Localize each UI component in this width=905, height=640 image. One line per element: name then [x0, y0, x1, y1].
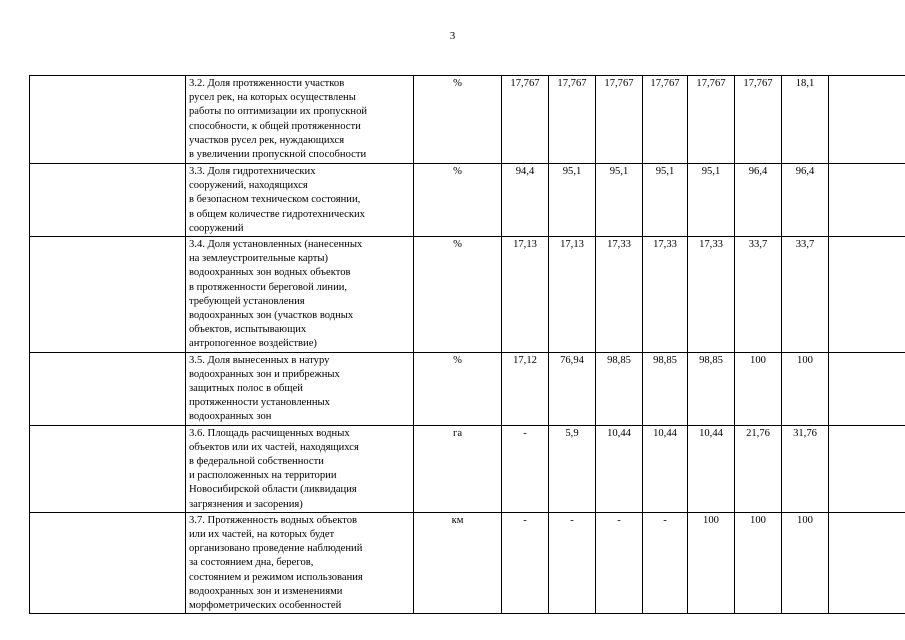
empty-cell	[829, 76, 905, 164]
indicator-name-line: требующей установления	[189, 295, 305, 307]
value-cell: -	[549, 512, 596, 613]
indicator-name-line: участков русел рек, нуждающихся	[189, 134, 345, 146]
empty-cell	[829, 352, 905, 425]
indicator-name-line: 3.7. Протяженность водных объектов	[189, 514, 358, 526]
indicator-name-line: водоохранных зон (участков водных	[189, 310, 354, 322]
value-cell: 98,85	[596, 352, 643, 425]
indicator-name-line: в протяженности береговой линии,	[189, 281, 348, 293]
indicator-name-line: в общем количестве гидротехнических	[189, 208, 365, 220]
indicator-name-line: состоянием и режимом использования	[189, 571, 363, 583]
value-cell: 94,4	[502, 164, 549, 237]
table-row	[30, 352, 905, 425]
value-cell: 96,4	[735, 164, 782, 237]
value-cell: 95,1	[688, 164, 735, 237]
value-cell: 17,767	[502, 76, 549, 164]
value-cell: 17,13	[549, 237, 596, 353]
table-row	[30, 512, 905, 613]
empty-cell	[30, 76, 186, 164]
indicator-name-line: сооружений, находящихся	[189, 180, 308, 192]
empty-cell	[829, 512, 905, 613]
indicator-name-line: загрязнения и засорения)	[189, 498, 303, 510]
indicator-name-line: работы по оптимизации их пропускной	[189, 106, 368, 118]
value-cell: 31,76	[782, 425, 829, 512]
value-cell: 95,1	[596, 164, 643, 237]
value-cell: 98,85	[643, 352, 688, 425]
empty-cell	[829, 425, 905, 512]
table-row	[30, 237, 905, 353]
table-row	[30, 76, 905, 164]
indicator-name-line: за состоянием дна, берегов,	[189, 557, 314, 569]
empty-cell	[30, 512, 186, 613]
empty-cell	[30, 164, 186, 237]
indicator-name-line: 3.5. Доля вынесенных в натуру	[189, 354, 330, 366]
value-cell: 18,1	[782, 76, 829, 164]
indicator-name-cell	[186, 164, 414, 237]
indicator-name-line: и расположенных на территории	[189, 470, 337, 482]
value-cell: 98,85	[688, 352, 735, 425]
value-cell: 100	[735, 512, 782, 613]
unit-cell: га	[414, 425, 502, 512]
table-row	[30, 425, 905, 512]
value-cell: 10,44	[688, 425, 735, 512]
indicator-name-cell	[186, 512, 414, 613]
value-cell: 17,767	[643, 76, 688, 164]
indicator-name-line: организовано проведение наблюдений	[189, 543, 363, 555]
empty-cell	[30, 352, 186, 425]
empty-cell	[829, 164, 905, 237]
table-row	[30, 164, 905, 237]
unit-cell: %	[414, 352, 502, 425]
value-cell: -	[643, 512, 688, 613]
page-number: 3	[449, 30, 456, 42]
value-cell: 17,767	[549, 76, 596, 164]
value-cell: 17,767	[735, 76, 782, 164]
indicator-name-line: 3.4. Доля установленных (нанесенных	[189, 239, 363, 251]
indicator-name-line: на землеустроительные карты)	[189, 253, 329, 265]
indicator-name-line: водоохранных зон водных объектов	[189, 267, 351, 279]
indicator-name-cell	[186, 237, 414, 353]
value-cell: -	[502, 512, 549, 613]
empty-cell	[30, 425, 186, 512]
value-cell: 21,76	[735, 425, 782, 512]
indicator-name-cell	[186, 425, 414, 512]
indicator-name-line: 3.3. Доля гидротехнических	[189, 166, 316, 177]
indicator-name-line: водоохранных зон и изменениями	[189, 585, 343, 597]
value-cell: 33,7	[782, 237, 829, 353]
value-cell: 17,767	[596, 76, 643, 164]
value-cell: 33,7	[735, 237, 782, 353]
indicator-name-line: в увеличении пропускной способности	[189, 149, 367, 161]
value-cell: 76,94	[549, 352, 596, 425]
unit-cell: %	[414, 237, 502, 353]
value-cell: 100	[782, 352, 829, 425]
value-cell: 17,12	[502, 352, 549, 425]
value-cell: 10,44	[596, 425, 643, 512]
indicator-name-cell	[186, 76, 414, 164]
indicator-name-line: русел рек, на которых осуществлены	[189, 92, 356, 104]
value-cell: 17,767	[688, 76, 735, 164]
indicator-name-line: защитных полос в общей	[189, 383, 303, 395]
indicator-name-line: Новосибирской области (ликвидация	[189, 484, 357, 496]
indicator-name-line: в федеральной собственности	[189, 456, 324, 468]
value-cell: 100	[782, 512, 829, 613]
indicator-name-line: способности, к общей протяженности	[189, 120, 361, 132]
value-cell: 96,4	[782, 164, 829, 237]
indicator-name-line: водоохранных зон и прибрежных	[189, 368, 340, 380]
indicator-name-line: в безопасном техническом состоянии,	[189, 194, 361, 206]
indicator-name-line: 3.6. Площадь расчищенных водных	[189, 427, 350, 439]
indicator-name-line: объектов, испытывающих	[189, 324, 307, 336]
value-cell: 100	[735, 352, 782, 425]
value-cell: -	[596, 512, 643, 613]
indicator-name-line: водоохранных зон	[189, 411, 272, 423]
value-cell: 100	[688, 512, 735, 613]
empty-cell	[30, 237, 186, 353]
empty-cell	[829, 237, 905, 353]
unit-cell: км	[414, 512, 502, 613]
value-cell: 5,9	[549, 425, 596, 512]
indicator-name-line: антропогенное воздействие)	[189, 338, 317, 350]
indicator-name-line: морфометрических особенностей	[189, 600, 342, 612]
indicator-name-cell	[186, 352, 414, 425]
value-cell: 17,33	[643, 237, 688, 353]
unit-cell: %	[414, 164, 502, 237]
value-cell: -	[502, 425, 549, 512]
value-cell: 95,1	[643, 164, 688, 237]
indicator-name-line: 3.2. Доля протяженности участков	[189, 78, 345, 89]
indicator-name-line: или их частей, на которых будет	[189, 529, 335, 541]
indicator-name-line: протяженности установленных	[189, 397, 330, 409]
indicator-name-line: сооружений	[189, 222, 244, 234]
value-cell: 17,33	[688, 237, 735, 353]
value-cell: 17,13	[502, 237, 549, 353]
value-cell: 10,44	[643, 425, 688, 512]
value-cell: 17,33	[596, 237, 643, 353]
indicator-name-line: объектов или их частей, находящихся	[189, 441, 359, 453]
indicators-table	[29, 75, 905, 614]
unit-cell: %	[414, 76, 502, 164]
value-cell: 95,1	[549, 164, 596, 237]
